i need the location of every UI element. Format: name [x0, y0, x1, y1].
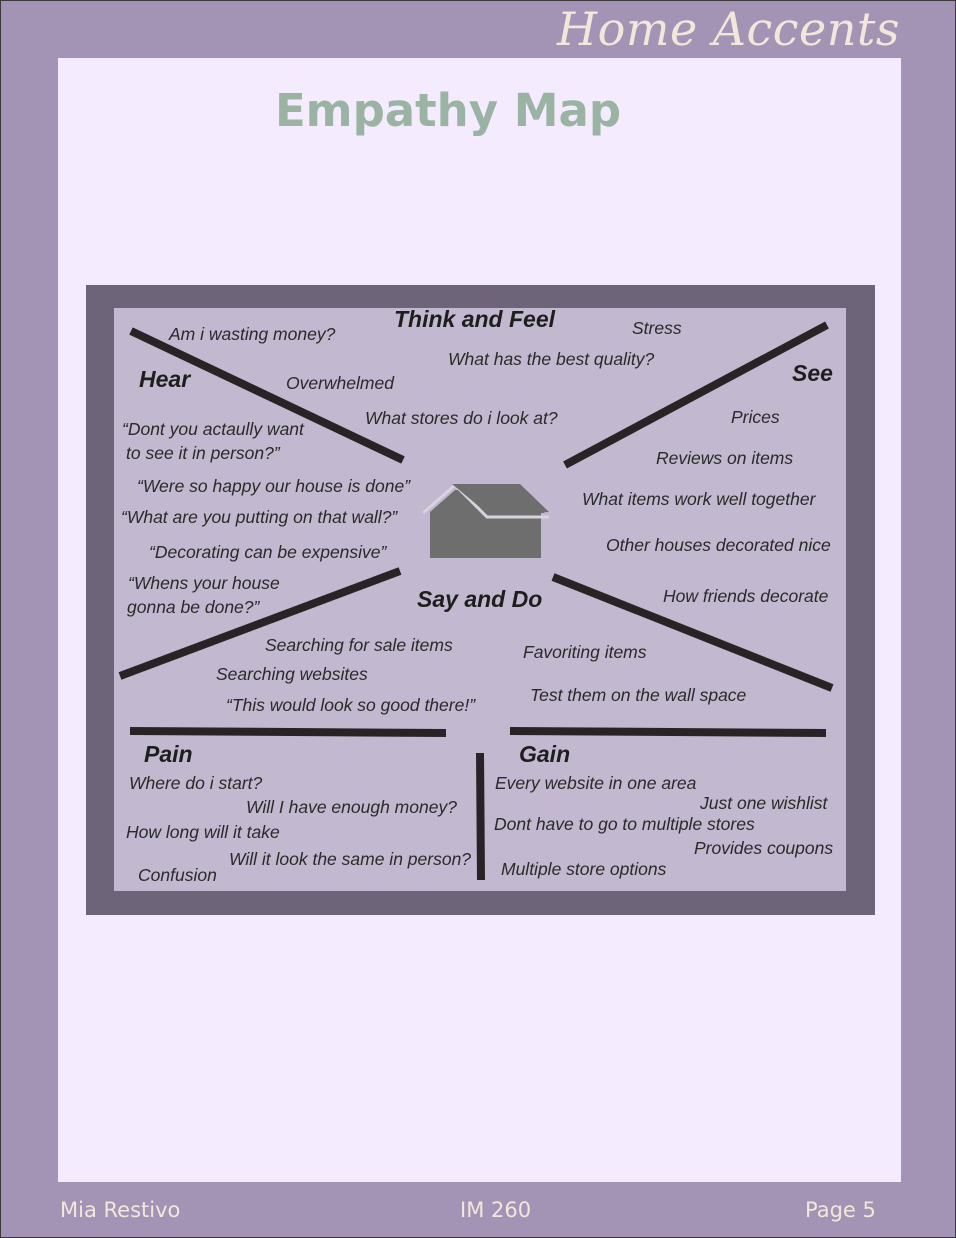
say-do-item: Searching for sale items — [265, 635, 453, 655]
pain-item: How long will it take — [126, 822, 280, 842]
heading-hear: Hear — [139, 366, 191, 392]
pain-item: Will it look the same in person? — [229, 849, 472, 869]
footer-author: Mia Restivo — [60, 1198, 181, 1222]
divider-pain-gain — [480, 753, 481, 880]
think-feel-item: What has the best quality? — [448, 349, 655, 369]
hear-item: “Dont you actaully want — [122, 419, 304, 439]
footer-page-number: Page 5 — [805, 1198, 876, 1222]
think-feel-item: Am i wasting money? — [169, 324, 336, 344]
hear-item: “Were so happy our house is done” — [137, 476, 411, 496]
say-do-item: Favoriting items — [523, 642, 647, 662]
say-do-item: “This would look so good there!” — [226, 695, 476, 715]
say-do-item: Test them on the wall space — [530, 685, 747, 705]
heading-see: See — [792, 360, 833, 386]
page-title: Empathy Map — [274, 84, 622, 137]
divider-pain — [130, 731, 446, 733]
divider-gain — [510, 731, 826, 733]
see-item: Other houses decorated nice — [606, 535, 831, 555]
hear-item: to see it in person?” — [126, 443, 280, 463]
pain-item: Will I have enough money? — [246, 797, 457, 817]
say-do-item: Searching websites — [216, 664, 368, 684]
pain-item: Where do i start? — [129, 773, 263, 793]
pain-item: Confusion — [138, 865, 217, 885]
footer-course: IM 260 — [460, 1198, 532, 1222]
think-feel-item: Overwhelmed — [286, 373, 394, 393]
hear-item: “Whens your house — [128, 573, 280, 593]
heading-say-do: Say and Do — [417, 586, 543, 612]
hear-item: gonna be done?” — [127, 597, 260, 617]
heading-think-feel: Think and Feel — [394, 306, 556, 332]
gain-item: Provides coupons — [694, 838, 834, 858]
hear-item: “What are you putting on that wall?” — [121, 507, 398, 527]
see-item: How friends decorate — [663, 586, 829, 606]
see-item: Reviews on items — [656, 448, 794, 468]
see-item: What items work well together — [582, 489, 816, 509]
think-feel-item: What stores do i look at? — [365, 408, 558, 428]
see-item: Prices — [731, 407, 780, 427]
brand-logo: Home Accents — [557, 2, 900, 56]
heading-pain: Pain — [144, 741, 193, 767]
gain-item: Dont have to go to multiple stores — [494, 814, 755, 834]
gain-item: Just one wishlist — [700, 793, 828, 813]
gain-item: Multiple store options — [501, 859, 667, 879]
divider-top-right — [565, 325, 827, 465]
hear-item: “Decorating can be expensive” — [149, 542, 387, 562]
think-feel-item: Stress — [632, 318, 682, 338]
gain-item: Every website in one area — [495, 773, 697, 793]
heading-gain: Gain — [519, 741, 571, 767]
house-icon — [423, 484, 549, 558]
